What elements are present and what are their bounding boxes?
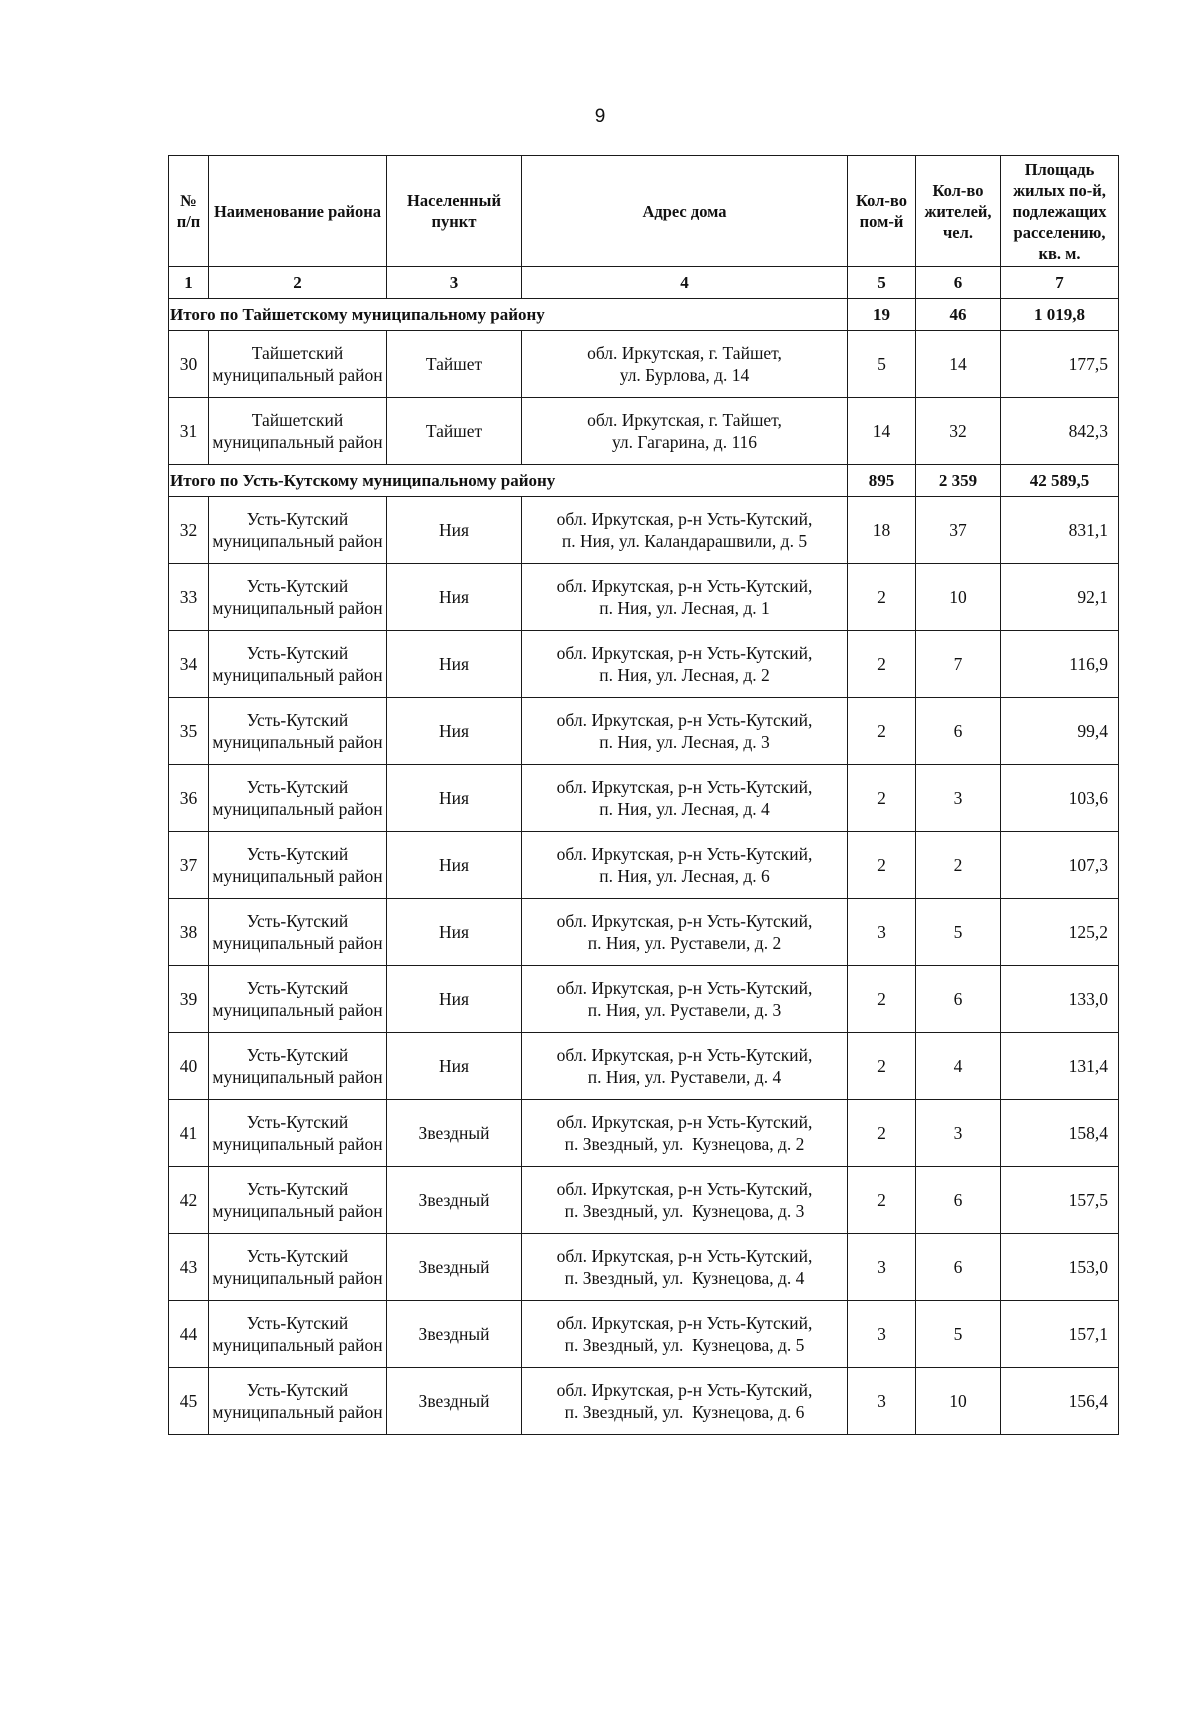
- header-number: № п/п: [169, 156, 209, 267]
- row-address: [522, 966, 848, 1033]
- address-line-2: п. Ния, ул. Руставели, д. 4: [587, 1067, 782, 1087]
- row-residents: 37: [916, 497, 1001, 564]
- address-line-2: п. Звездный, ул. Кузнецова, д. 2: [564, 1134, 805, 1154]
- row-number: 41: [169, 1100, 209, 1167]
- row-district: Усть-Кутский муниципальный район: [209, 1167, 387, 1234]
- row-rooms: 2: [848, 832, 916, 899]
- table-row: [169, 1368, 1119, 1435]
- row-address: [522, 765, 848, 832]
- row-rooms: 3: [848, 1368, 916, 1435]
- row-district: Тайшетский муниципальный район: [209, 398, 387, 465]
- row-address: [522, 1234, 848, 1301]
- header-area: Площадь жилых по-й, подлежащих расселению, кв. м.: [1001, 156, 1119, 267]
- subtotal-area: 1 019,8: [1001, 299, 1119, 331]
- row-address: [522, 1033, 848, 1100]
- row-residents: 5: [916, 899, 1001, 966]
- row-number: 43: [169, 1234, 209, 1301]
- subtotal-label: Итого по Тайшетскому муниципальному району: [169, 299, 848, 331]
- row-area: 842,3: [1001, 398, 1119, 465]
- row-number: 39: [169, 966, 209, 1033]
- subtotal-rooms: 895: [848, 465, 916, 497]
- address-line-2: п. Ния, ул. Руставели, д. 2: [587, 933, 782, 953]
- address-line-1: обл. Иркутская, р-н Усть-Кутский,: [556, 1179, 813, 1199]
- address-line-1: обл. Иркутская, р-н Усть-Кутский,: [556, 911, 813, 931]
- column-number: 6: [916, 267, 1001, 299]
- table-row: [169, 398, 1119, 465]
- column-number: 4: [522, 267, 848, 299]
- row-rooms: 3: [848, 1234, 916, 1301]
- row-rooms: 2: [848, 564, 916, 631]
- address-line-1: обл. Иркутская, р-н Усть-Кутский,: [556, 777, 813, 797]
- row-district: Усть-Кутский муниципальный район: [209, 765, 387, 832]
- row-residents: 3: [916, 765, 1001, 832]
- header-settlement: Населенный пункт: [387, 156, 522, 267]
- table-row: [169, 1100, 1119, 1167]
- row-settlement: Звездный: [387, 1167, 522, 1234]
- row-address: [522, 1368, 848, 1435]
- row-rooms: 2: [848, 966, 916, 1033]
- table-row: [169, 966, 1119, 1033]
- address-line-1: обл. Иркутская, р-н Усть-Кутский,: [556, 643, 813, 663]
- row-settlement: Ния: [387, 899, 522, 966]
- row-number: 36: [169, 765, 209, 832]
- table-row: [169, 1234, 1119, 1301]
- row-number: 42: [169, 1167, 209, 1234]
- row-residents: 3: [916, 1100, 1001, 1167]
- address-line-2: п. Ния, ул. Лесная, д. 2: [599, 665, 770, 685]
- row-address: [522, 1100, 848, 1167]
- column-number: 1: [169, 267, 209, 299]
- header-rooms: Кол-во пом-й: [848, 156, 916, 267]
- row-address: [522, 698, 848, 765]
- table-row: [169, 497, 1119, 564]
- row-settlement: Тайшет: [387, 331, 522, 398]
- row-district: Усть-Кутский муниципальный район: [209, 966, 387, 1033]
- column-number: 2: [209, 267, 387, 299]
- table-body: [169, 267, 1119, 1435]
- row-area: 99,4: [1001, 698, 1119, 765]
- table-row: [169, 698, 1119, 765]
- row-area: 131,4: [1001, 1033, 1119, 1100]
- resettlement-table: [168, 155, 1119, 1435]
- table-row: [169, 899, 1119, 966]
- row-rooms: 18: [848, 497, 916, 564]
- row-settlement: Звездный: [387, 1234, 522, 1301]
- row-residents: 10: [916, 1368, 1001, 1435]
- row-rooms: 2: [848, 1033, 916, 1100]
- row-area: 153,0: [1001, 1234, 1119, 1301]
- row-area: 156,4: [1001, 1368, 1119, 1435]
- address-line-1: обл. Иркутская, р-н Усть-Кутский,: [556, 978, 813, 998]
- row-settlement: Звездный: [387, 1368, 522, 1435]
- address-line-2: ул. Гагарина, д. 116: [611, 432, 758, 452]
- row-district: Усть-Кутский муниципальный район: [209, 1234, 387, 1301]
- table-row: [169, 331, 1119, 398]
- row-number: 30: [169, 331, 209, 398]
- address-line-2: ул. Бурлова, д. 14: [619, 365, 750, 385]
- row-district: Усть-Кутский муниципальный район: [209, 497, 387, 564]
- row-residents: 6: [916, 966, 1001, 1033]
- address-line-2: п. Ния, ул. Лесная, д. 1: [599, 598, 770, 618]
- row-number: 34: [169, 631, 209, 698]
- row-district: Усть-Кутский муниципальный район: [209, 1033, 387, 1100]
- header-residents: Кол-во жителей, чел.: [916, 156, 1001, 267]
- row-rooms: 2: [848, 765, 916, 832]
- row-residents: 6: [916, 698, 1001, 765]
- address-line-1: обл. Иркутская, р-н Усть-Кутский,: [556, 1313, 813, 1333]
- address-line-1: обл. Иркутская, р-н Усть-Кутский,: [556, 1246, 813, 1266]
- row-number: 31: [169, 398, 209, 465]
- subtotal-rooms: 19: [848, 299, 916, 331]
- row-number: 45: [169, 1368, 209, 1435]
- address-line-2: п. Ния, ул. Лесная, д. 6: [599, 866, 770, 886]
- row-residents: 6: [916, 1234, 1001, 1301]
- address-line-2: п. Звездный, ул. Кузнецова, д. 3: [564, 1201, 805, 1221]
- address-line-1: обл. Иркутская, г. Тайшет,: [587, 343, 782, 363]
- row-address: [522, 832, 848, 899]
- row-district: Усть-Кутский муниципальный район: [209, 698, 387, 765]
- row-residents: 10: [916, 564, 1001, 631]
- row-area: 103,6: [1001, 765, 1119, 832]
- row-number: 38: [169, 899, 209, 966]
- row-address: [522, 564, 848, 631]
- row-number: 44: [169, 1301, 209, 1368]
- row-rooms: 2: [848, 1100, 916, 1167]
- address-line-2: п. Звездный, ул. Кузнецова, д. 6: [564, 1402, 805, 1422]
- subtotal-residents: 2 359: [916, 465, 1001, 497]
- row-settlement: Звездный: [387, 1100, 522, 1167]
- row-district: Тайшетский муниципальный район: [209, 331, 387, 398]
- row-settlement: Ния: [387, 497, 522, 564]
- row-rooms: 2: [848, 1167, 916, 1234]
- address-line-1: обл. Иркутская, р-н Усть-Кутский,: [556, 844, 813, 864]
- subtotal-row: [169, 299, 1119, 331]
- subtotal-row: [169, 465, 1119, 497]
- address-line-2: п. Звездный, ул. Кузнецова, д. 5: [564, 1335, 805, 1355]
- row-residents: 32: [916, 398, 1001, 465]
- column-number: 5: [848, 267, 916, 299]
- row-residents: 2: [916, 832, 1001, 899]
- address-line-1: обл. Иркутская, г. Тайшет,: [587, 410, 782, 430]
- address-line-1: обл. Иркутская, р-н Усть-Кутский,: [556, 576, 813, 596]
- table-row: [169, 1167, 1119, 1234]
- table-row: [169, 1301, 1119, 1368]
- row-district: Усть-Кутский муниципальный район: [209, 899, 387, 966]
- row-area: 92,1: [1001, 564, 1119, 631]
- column-number: 7: [1001, 267, 1119, 299]
- address-line-1: обл. Иркутская, р-н Усть-Кутский,: [556, 710, 813, 730]
- row-number: 33: [169, 564, 209, 631]
- address-line-2: п. Ния, ул. Лесная, д. 3: [599, 732, 770, 752]
- address-line-1: обл. Иркутская, р-н Усть-Кутский,: [556, 1380, 813, 1400]
- address-line-2: п. Ния, ул. Лесная, д. 4: [599, 799, 770, 819]
- row-district: Усть-Кутский муниципальный район: [209, 1100, 387, 1167]
- row-number: 32: [169, 497, 209, 564]
- row-residents: 6: [916, 1167, 1001, 1234]
- row-address: [522, 1301, 848, 1368]
- row-district: Усть-Кутский муниципальный район: [209, 1368, 387, 1435]
- row-rooms: 2: [848, 698, 916, 765]
- row-district: Усть-Кутский муниципальный район: [209, 832, 387, 899]
- row-number: 35: [169, 698, 209, 765]
- row-residents: 5: [916, 1301, 1001, 1368]
- row-area: 125,2: [1001, 899, 1119, 966]
- row-area: 831,1: [1001, 497, 1119, 564]
- column-number: 3: [387, 267, 522, 299]
- row-number: 40: [169, 1033, 209, 1100]
- table-row: [169, 564, 1119, 631]
- row-address: [522, 899, 848, 966]
- row-rooms: 14: [848, 398, 916, 465]
- address-line-1: обл. Иркутская, р-н Усть-Кутский,: [556, 1045, 813, 1065]
- row-address: [522, 331, 848, 398]
- row-number: 37: [169, 832, 209, 899]
- row-rooms: 3: [848, 899, 916, 966]
- row-address: [522, 398, 848, 465]
- row-district: Усть-Кутский муниципальный район: [209, 564, 387, 631]
- row-rooms: 3: [848, 1301, 916, 1368]
- row-area: 177,5: [1001, 331, 1119, 398]
- address-line-2: п. Ния, ул. Каландарашвили, д. 5: [561, 531, 808, 551]
- row-district: Усть-Кутский муниципальный район: [209, 1301, 387, 1368]
- row-area: 158,4: [1001, 1100, 1119, 1167]
- subtotal-area: 42 589,5: [1001, 465, 1119, 497]
- row-address: [522, 631, 848, 698]
- header-address: Адрес дома: [522, 156, 848, 267]
- row-area: 107,3: [1001, 832, 1119, 899]
- row-area: 157,1: [1001, 1301, 1119, 1368]
- subtotal-residents: 46: [916, 299, 1001, 331]
- row-district: Усть-Кутский муниципальный район: [209, 631, 387, 698]
- row-rooms: 5: [848, 331, 916, 398]
- table-row: [169, 765, 1119, 832]
- row-residents: 4: [916, 1033, 1001, 1100]
- table-row: [169, 631, 1119, 698]
- row-settlement: Ния: [387, 765, 522, 832]
- row-residents: 14: [916, 331, 1001, 398]
- address-line-2: п. Ния, ул. Руставели, д. 3: [587, 1000, 782, 1020]
- row-area: 116,9: [1001, 631, 1119, 698]
- row-settlement: Ния: [387, 832, 522, 899]
- address-line-1: обл. Иркутская, р-н Усть-Кутский,: [556, 1112, 813, 1132]
- row-rooms: 2: [848, 631, 916, 698]
- subtotal-label: Итого по Усть-Кутскому муниципальному району: [169, 465, 848, 497]
- header-district: Наименование района: [209, 156, 387, 267]
- row-address: [522, 497, 848, 564]
- row-area: 133,0: [1001, 966, 1119, 1033]
- page-number: 9: [594, 106, 606, 127]
- row-settlement: Ния: [387, 631, 522, 698]
- row-settlement: Ния: [387, 698, 522, 765]
- row-settlement: Звездный: [387, 1301, 522, 1368]
- address-line-2: п. Звездный, ул. Кузнецова, д. 4: [564, 1268, 805, 1288]
- row-residents: 7: [916, 631, 1001, 698]
- row-address: [522, 1167, 848, 1234]
- row-settlement: Ния: [387, 966, 522, 1033]
- table-row: [169, 832, 1119, 899]
- row-settlement: Ния: [387, 1033, 522, 1100]
- row-area: 157,5: [1001, 1167, 1119, 1234]
- table-row: [169, 1033, 1119, 1100]
- row-settlement: Тайшет: [387, 398, 522, 465]
- column-number-row: [169, 267, 1119, 299]
- row-settlement: Ния: [387, 564, 522, 631]
- address-line-1: обл. Иркутская, р-н Усть-Кутский,: [556, 509, 813, 529]
- table-header-row: [169, 156, 1119, 267]
